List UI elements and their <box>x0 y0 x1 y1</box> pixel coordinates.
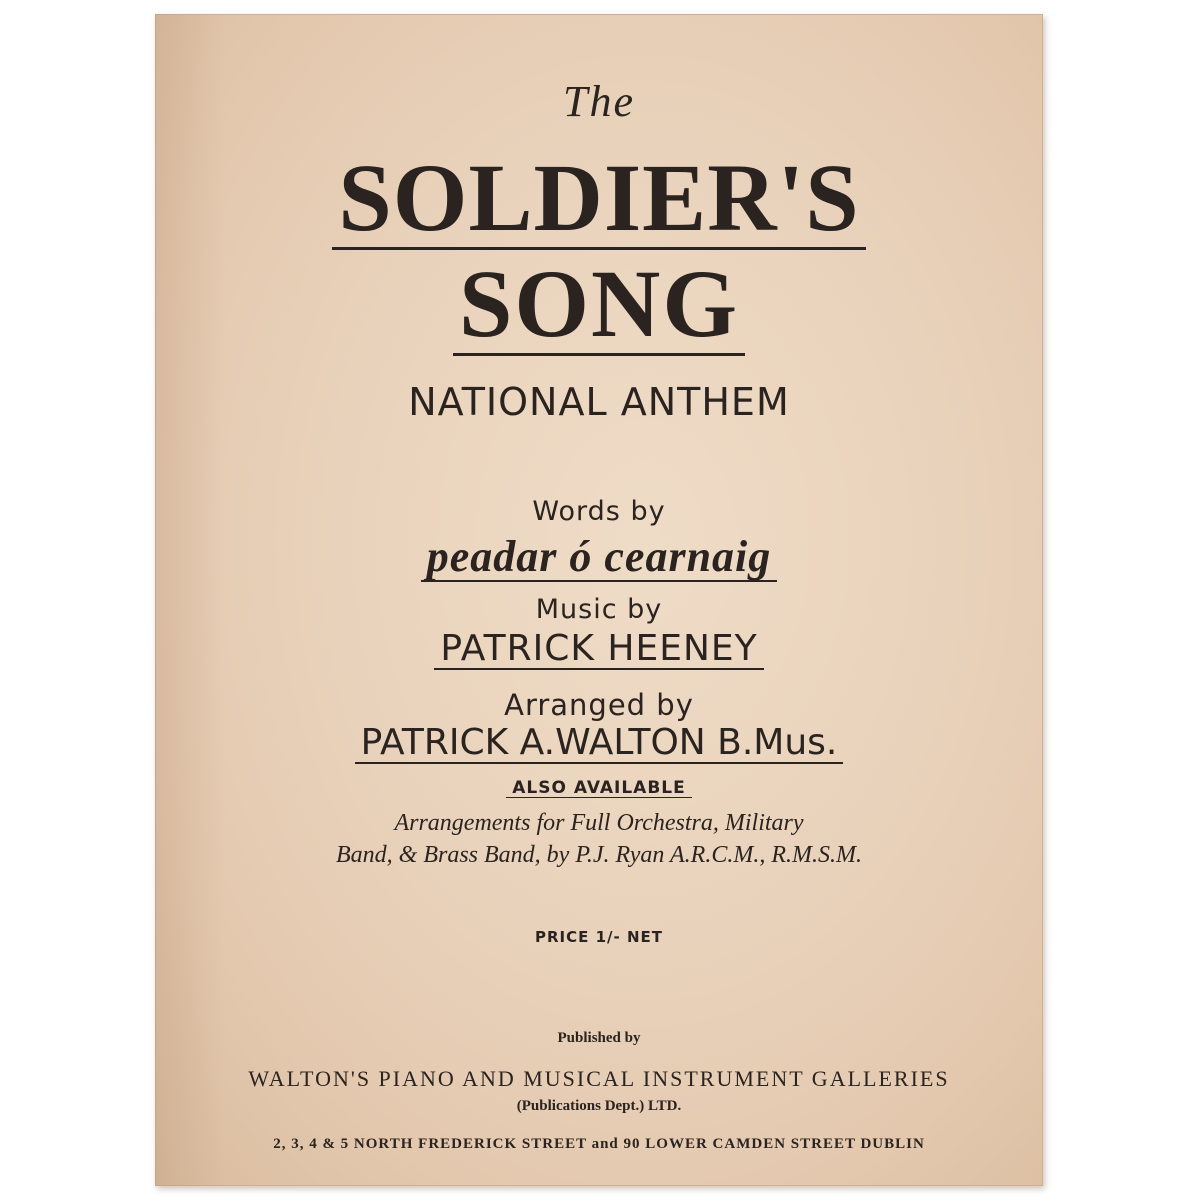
publisher-name: WALTON'S PIANO AND MUSICAL INSTRUMENT GALLERIES <box>248 1066 950 1091</box>
arranged-by-label: Arranged by <box>504 688 694 722</box>
publisher-address: 2, 3, 4 & 5 NORTH FREDERICK STREET and 90 LOWER CAMDEN STREET DUBLIN <box>273 1136 925 1152</box>
composer-name: PATRICK HEENEY <box>155 628 1043 670</box>
title-line-1: SOLDIER'S <box>155 142 1043 253</box>
words-by-label: Words by <box>532 496 666 527</box>
subtitle: NATIONAL ANTHEM <box>408 380 790 424</box>
publisher-department: (Publications Dept.) LTD. <box>516 1098 682 1114</box>
arrangements-line-2: Band, & Brass Band, by P.J. Ryan A.R.C.M., R.M.S.M. <box>336 842 862 868</box>
lyricist-name: peadar ó cearnaig <box>155 531 1043 582</box>
price: PRICE 1/- NET <box>535 928 663 946</box>
title-line-2: SONG <box>155 248 1043 359</box>
published-by-label: Published by <box>557 1030 641 1046</box>
music-by-label: Music by <box>535 594 663 625</box>
title-article: The <box>563 77 635 126</box>
sheet-music-cover <box>155 14 1043 1186</box>
also-available-heading: ALSO AVAILABLE <box>155 778 1043 798</box>
arrangements-line-1: Arrangements for Full Orchestra, Military <box>394 810 804 836</box>
arranger-name: PATRICK A.WALTON B.Mus. <box>155 722 1043 764</box>
